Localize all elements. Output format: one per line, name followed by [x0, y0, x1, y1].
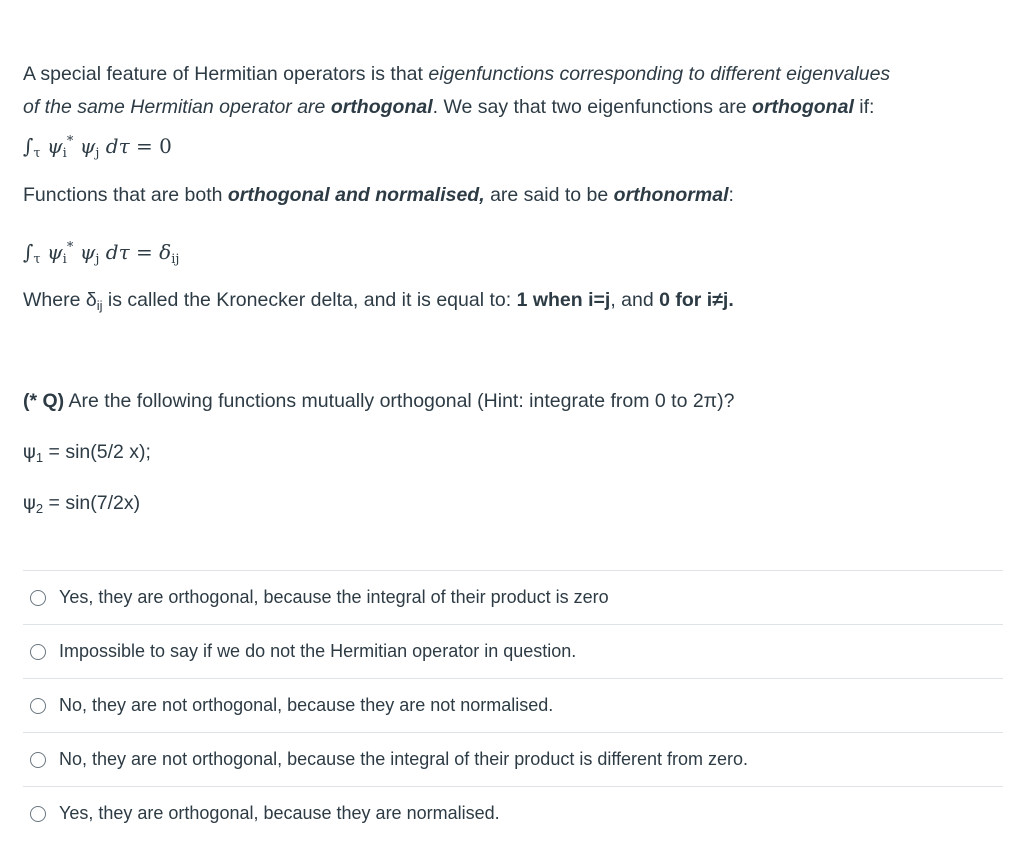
answer-label: Impossible to say if we do not the Hermitian operator in question. [59, 641, 577, 661]
answer-choice[interactable] [23, 786, 1003, 840]
radio-button[interactable] [30, 590, 46, 606]
answer-choice[interactable] [23, 732, 1003, 786]
radio-button[interactable] [30, 644, 46, 660]
function-psi-2: $\psi_2 = \sin(7/2x)$ [23, 491, 141, 516]
orthonormal-line: Functions that are both orthogonal and normalised, are said to be orthonormal: [23, 184, 734, 206]
question-prompt: (* Q) Are the following functions mutually orthogonal (Hint: integrate from 0 to 2π)? [23, 390, 735, 412]
radio-button[interactable] [30, 752, 46, 768]
answer-label: Yes, they are orthogonal, because they are normalised. [59, 803, 500, 823]
radio-button[interactable] [30, 806, 46, 822]
answer-choice[interactable] [23, 678, 1003, 732]
answer-choices [23, 570, 1003, 840]
answer-label: No, they are not orthogonal, because they are not normalised. [59, 695, 554, 715]
intro-line-2: of the same Hermitian operator are orthogonal. We say that two eigenfunctions are orthogonal if: [23, 96, 875, 118]
orthonormality-equation: $\int_\tau$ $\psi_i^*$ $\psi_j$ $d\tau = \delta_{ij}$ [23, 240, 180, 267]
answer-label: No, they are not orthogonal, because the integral of their product is different from zero. [59, 749, 749, 769]
answer-choice[interactable] [23, 624, 1003, 678]
orthogonality-equation: $\int_\tau$ $\psi_i^*$ $\psi_j$ dτ = 0 [23, 134, 172, 161]
answer-label: Yes, they are orthogonal, because the integral of their product is zero [59, 587, 609, 607]
kronecker-line: Where $\delta_{ij}$ is called the Kronecker delta, and it is equal to: 1 when i=j, and 0 for i≠j. [23, 289, 734, 313]
intro-line-1: A special feature of Hermitian operators is that eigenfunctions corresponding to different eigenvalues [23, 63, 891, 85]
function-psi-1: $\psi_1 = \sin(5/2$ x); [23, 440, 151, 465]
answer-choice[interactable] [23, 570, 1003, 624]
radio-button[interactable] [30, 698, 46, 714]
